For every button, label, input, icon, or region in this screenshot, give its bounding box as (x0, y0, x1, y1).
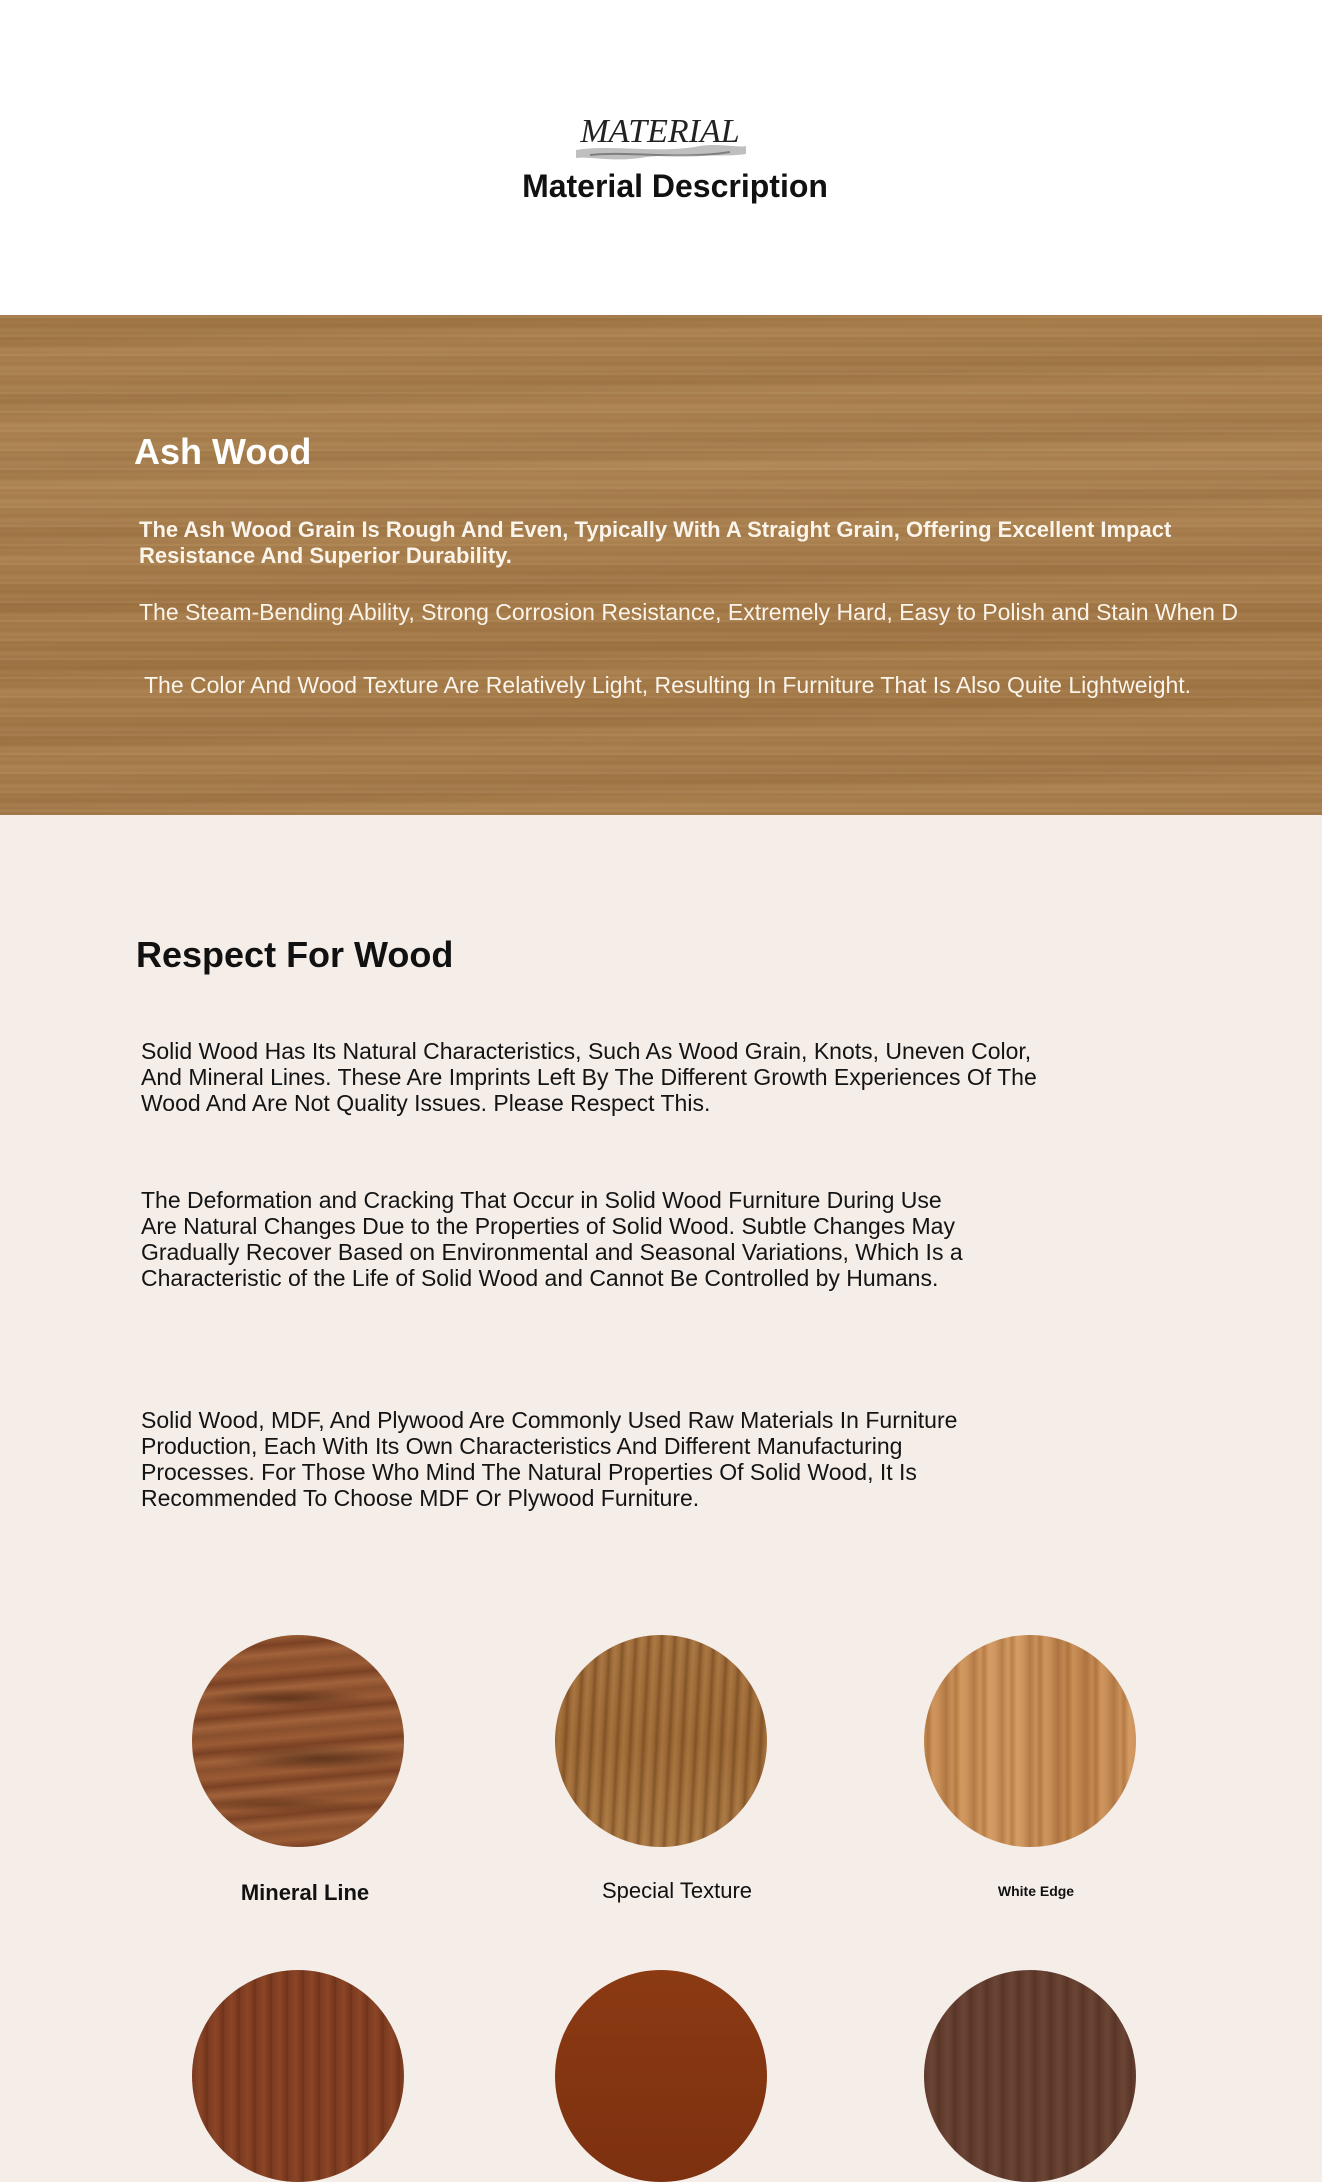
respect-paragraph-deformation: The Deformation and Cracking That Occur in Solid Wood Furniture During Use Are Natural Changes Due to the Properties of Solid Wood. Subtle Changes May Gradually Recover Based on Environmental and Seasonal Variations, Which Is a Characteristic of the Life of Solid Wood and Cannot Be Controlled by Humans. (141, 1187, 963, 1291)
swatch-label-white-edge: White Edge (997, 1883, 1075, 1899)
ash-wood-paragraph-grain: The Ash Wood Grain Is Rough And Even, Typically With A Straight Grain, Offering Excellent Impact Resistance And Superior Durability. (139, 517, 1172, 568)
ash-wood-title: Ash Wood (134, 431, 312, 472)
page-title: Material Description (522, 168, 828, 204)
ash-wood-paragraph-color: The Color And Wood Texture Are Relatively Light, Resulting In Furniture That Is Also Quite Lightweight. (144, 672, 1192, 698)
swatch-label-special-texture: Special Texture (601, 1878, 752, 1903)
swatch-label-mineral-line: Mineral Line (240, 1880, 370, 1905)
dark-walnut-swatch (924, 1970, 1136, 2182)
respect-title: Respect For Wood (136, 934, 454, 975)
svg-text:MATERIAL: MATERIAL (580, 113, 740, 150)
ash-wood-paragraph-properties: The Steam-Bending Ability, Strong Corrosion Resistance, Extremely Hard, Easy to Polish and Stain When D (139, 599, 1238, 625)
cherry-swatch (555, 1970, 767, 2182)
respect-paragraph-materials: Solid Wood, MDF, And Plywood Are Commonly Used Raw Materials In Furniture Production, Each With Its Own Characteristics And Different Manufacturing Processes. For Those Who Mind The Natural Properties Of Solid Wood, It Is Recommended To Choose MDF Or Plywood Furniture. (141, 1407, 958, 1511)
white-edge-swatch (924, 1635, 1136, 1847)
mineral-line-swatch (192, 1635, 404, 1847)
ash-wood-banner (0, 315, 1322, 815)
respect-paragraph-characteristics: Solid Wood Has Its Natural Characteristics, Such As Wood Grain, Knots, Uneven Color, And Mineral Lines. These Are Imprints Left By The Different Growth Experiences Of The Wood And Are Not Quality Issues. Please Respect This. (141, 1038, 1037, 1116)
header (0, 0, 1322, 315)
special-texture-swatch (555, 1635, 767, 1847)
walnut-swatch (192, 1970, 404, 2182)
material-logo (570, 108, 750, 168)
